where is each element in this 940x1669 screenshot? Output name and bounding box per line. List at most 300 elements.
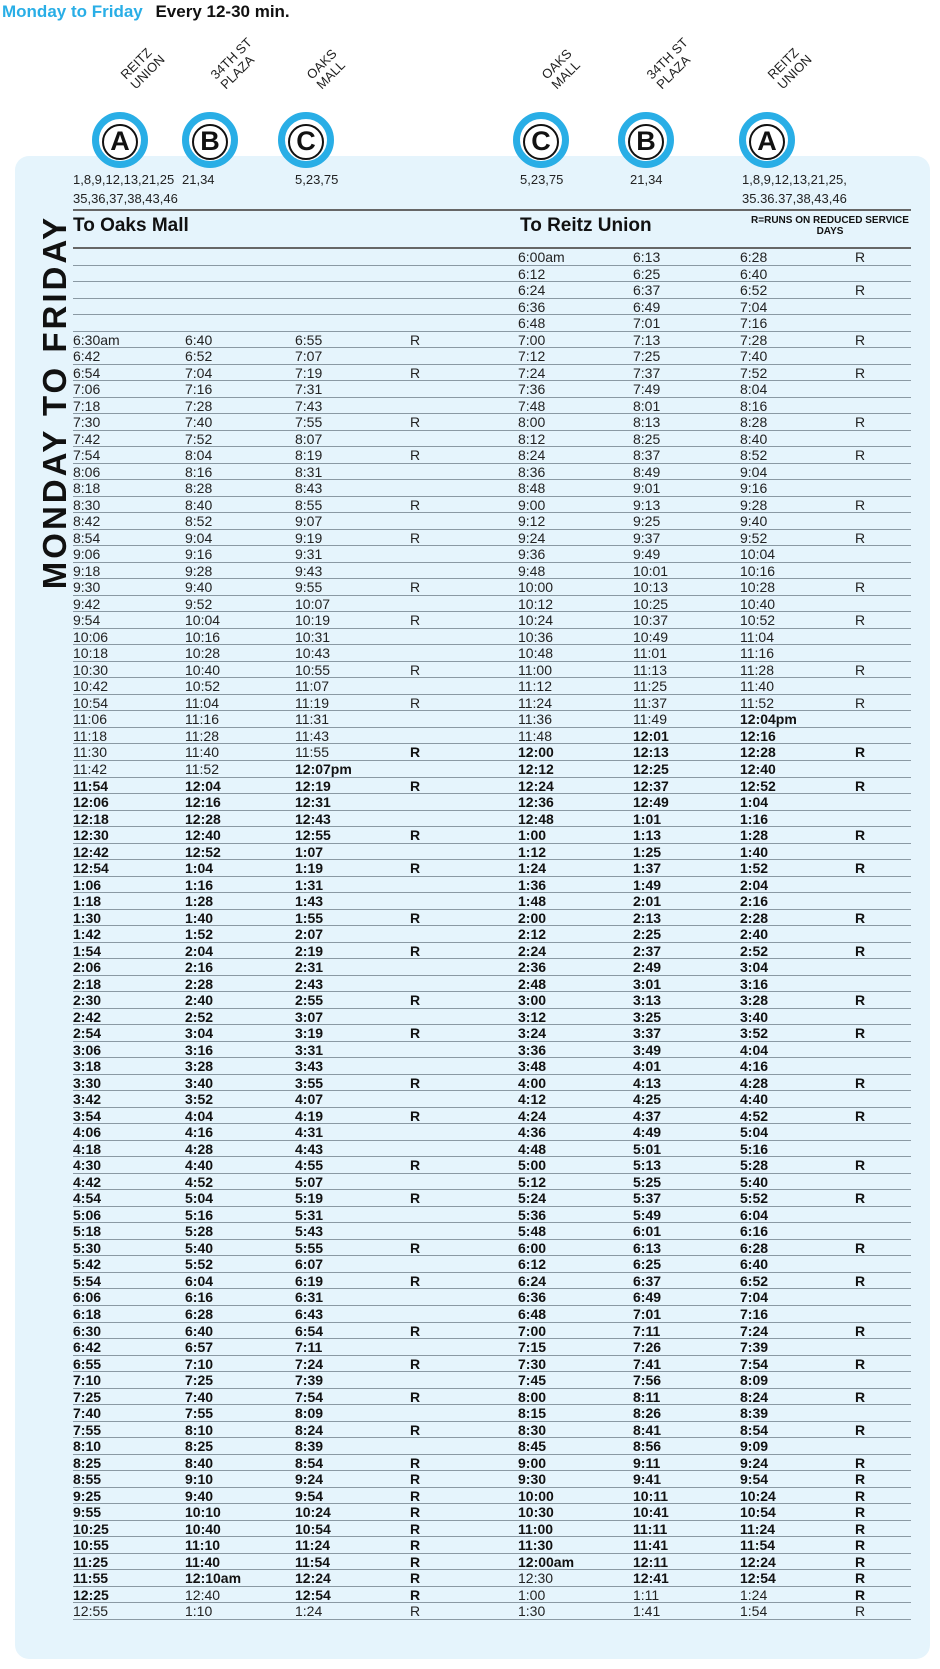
- time-cell: 10:19: [295, 612, 331, 629]
- time-cell: 6:40: [740, 265, 768, 282]
- reduced-service-flag: R: [855, 1487, 866, 1504]
- reduced-service-flag: R: [855, 1239, 866, 1256]
- table-row: [73, 976, 911, 993]
- table-row: [73, 827, 911, 844]
- days-label: Monday to Friday: [2, 2, 143, 21]
- time-cell: 3:01: [633, 975, 662, 992]
- time-cell: 2:54: [73, 1025, 102, 1042]
- reduced-service-flag: R: [855, 579, 866, 596]
- time-cell: 4:13: [633, 1074, 662, 1091]
- time-cell: 9:19: [295, 529, 323, 546]
- time-cell: 4:28: [185, 1140, 214, 1157]
- time-cell: 12:40: [740, 760, 776, 777]
- time-cell: 6:54: [295, 1322, 324, 1339]
- time-cell: 7:54: [73, 447, 101, 464]
- side-title: MONDAY TO FRIDAY: [36, 214, 73, 590]
- time-cell: 2:36: [518, 959, 547, 976]
- time-cell: 6:13: [633, 249, 661, 265]
- time-cell: 4:31: [295, 1124, 324, 1141]
- table-row: [73, 1025, 911, 1042]
- direction-inbound: To Reitz Union: [520, 215, 652, 236]
- time-cell: 6:49: [633, 298, 661, 315]
- reduced-service-flag: R: [855, 1322, 866, 1339]
- time-cell: 9:04: [185, 529, 213, 546]
- time-cell: 5:00: [518, 1157, 547, 1174]
- time-cell: 9:13: [633, 496, 661, 513]
- table-row: [73, 431, 911, 448]
- time-cell: 1:28: [740, 827, 769, 844]
- reduced-service-flag: R: [855, 447, 866, 464]
- table-row: [73, 893, 911, 910]
- table-row: [73, 1256, 911, 1273]
- reduced-service-flag: R: [855, 1421, 866, 1438]
- time-cell: 7:19: [295, 364, 323, 381]
- time-cell: 11:16: [740, 645, 774, 662]
- time-cell: 9:07: [295, 513, 323, 530]
- time-cell: 8:30: [73, 496, 101, 513]
- table-row: [73, 1488, 911, 1505]
- time-cell: 6:57: [185, 1339, 214, 1356]
- time-cell: 12:54: [73, 860, 109, 877]
- time-cell: 11:28: [740, 661, 774, 678]
- time-cell: 7:24: [740, 1322, 769, 1339]
- time-cell: 1:54: [740, 1603, 768, 1620]
- table-row: [73, 992, 911, 1009]
- time-cell: 5:55: [295, 1239, 324, 1256]
- table-row: [73, 579, 911, 596]
- time-cell: 6:12: [518, 1256, 547, 1273]
- time-cell: 4:30: [73, 1157, 102, 1174]
- time-cell: 2:07: [295, 926, 324, 943]
- time-cell: 7:30: [73, 414, 101, 431]
- time-cell: 7:49: [633, 381, 661, 398]
- table-row: [73, 728, 911, 745]
- reduced-service-flag: R: [855, 414, 866, 431]
- reduced-service-flag: R: [410, 1537, 421, 1554]
- time-cell: 7:52: [740, 364, 768, 381]
- time-cell: 10:52: [740, 612, 776, 629]
- reduced-service-flag: R: [410, 331, 421, 348]
- time-cell: 12:30: [518, 1570, 554, 1587]
- time-cell: 11:41: [633, 1537, 669, 1554]
- time-cell: 8:41: [633, 1421, 662, 1438]
- reduced-service-flag: R: [855, 1570, 866, 1587]
- time-cell: 8:18: [73, 480, 101, 497]
- time-cell: 8:31: [295, 463, 323, 480]
- time-cell: 7:13: [633, 331, 661, 348]
- time-cell: 8:24: [518, 447, 546, 464]
- time-cell: 9:28: [740, 496, 768, 513]
- time-cell: 12:40: [185, 1586, 221, 1603]
- time-cell: 7:24: [518, 364, 546, 381]
- reduced-service-flag: R: [855, 612, 866, 629]
- time-cell: 12:25: [73, 1586, 109, 1603]
- time-cell: 8:45: [518, 1438, 547, 1455]
- time-cell: 11:24: [295, 1537, 331, 1554]
- time-cell: 7:24: [295, 1355, 324, 1372]
- time-cell: 7:39: [295, 1372, 324, 1389]
- time-cell: 5:31: [295, 1206, 324, 1223]
- time-cell: 7:11: [633, 1322, 661, 1339]
- table-row: [73, 1141, 911, 1158]
- time-cell: 5:25: [633, 1173, 662, 1190]
- time-cell: 6:16: [740, 1223, 769, 1240]
- time-cell: 7:52: [185, 430, 213, 447]
- time-cell: 8:01: [633, 397, 661, 414]
- time-cell: 8:04: [740, 381, 768, 398]
- time-cell: 12:18: [73, 810, 109, 827]
- reduced-service-flag: R: [855, 1388, 866, 1405]
- table-row: [73, 480, 911, 497]
- reduced-service-flag: R: [410, 1421, 421, 1438]
- stop-routes: [630, 170, 663, 189]
- time-cell: 8:12: [518, 430, 546, 447]
- time-cell: 11:01: [633, 645, 667, 662]
- time-cell: 4:16: [740, 1058, 769, 1075]
- time-cell: 6:54: [73, 364, 101, 381]
- time-cell: 4:42: [73, 1173, 102, 1190]
- time-cell: 1:00: [518, 827, 547, 844]
- table-row: [73, 1587, 911, 1604]
- reduced-service-flag: R: [410, 1074, 421, 1091]
- time-cell: 8:39: [740, 1405, 769, 1422]
- time-cell: 1:24: [518, 860, 547, 877]
- time-cell: 6:55: [295, 331, 323, 348]
- reduced-service-flag: R: [855, 1454, 866, 1471]
- time-cell: 8:09: [740, 1372, 769, 1389]
- time-cell: 3:04: [740, 959, 769, 976]
- time-cell: 1:24: [740, 1586, 768, 1603]
- time-cell: 4:01: [633, 1058, 662, 1075]
- time-cell: 11:10: [185, 1537, 221, 1554]
- reduced-service-flag: R: [410, 860, 421, 877]
- reduced-service-flag: R: [855, 1272, 866, 1289]
- time-cell: 7:04: [185, 364, 213, 381]
- direction-outbound: To Oaks Mall: [73, 215, 189, 236]
- reduced-service-flag: R: [855, 1603, 866, 1620]
- time-cell: 8:16: [185, 463, 213, 480]
- reduced-service-flag: R: [855, 1025, 866, 1042]
- time-cell: 10:54: [295, 1520, 331, 1537]
- time-cell: 12:04: [185, 777, 221, 794]
- time-cell: 12:28: [740, 744, 776, 761]
- time-cell: 1:01: [633, 810, 662, 827]
- stop-marker-b: [182, 112, 238, 168]
- time-cell: 8:55: [73, 1471, 102, 1488]
- time-cell: 12:25: [633, 760, 669, 777]
- table-row: [73, 662, 911, 679]
- table-row: [73, 1455, 911, 1472]
- stop-letter: A: [102, 124, 138, 160]
- time-cell: 6:42: [73, 348, 101, 365]
- time-cell: 7:40: [740, 348, 768, 365]
- time-cell: 4:04: [185, 1107, 214, 1124]
- time-cell: 6:28: [185, 1306, 214, 1322]
- time-cell: 10:54: [73, 694, 109, 711]
- time-cell: 11:16: [185, 711, 219, 728]
- table-row: [73, 877, 911, 894]
- time-cell: 9:01: [633, 480, 661, 497]
- reduced-service-flag: R: [855, 529, 866, 546]
- time-cell: 7:01: [633, 315, 661, 332]
- time-cell: 12:16: [185, 794, 221, 811]
- time-cell: 11:28: [185, 727, 219, 744]
- time-cell: 12:52: [740, 777, 776, 794]
- time-cell: 1:07: [295, 843, 324, 860]
- reduced-service-flag: R: [855, 1471, 866, 1488]
- time-cell: 5:49: [633, 1206, 662, 1223]
- reduced-service-flag: R: [855, 1537, 866, 1554]
- reduced-service-flag: R: [855, 1190, 866, 1207]
- reduced-service-flag: R: [410, 612, 421, 629]
- time-cell: 2:18: [73, 975, 102, 992]
- time-cell: 6:13: [633, 1239, 662, 1256]
- time-cell: 6:37: [633, 282, 661, 299]
- stop-name: OAKS MALL: [303, 45, 349, 92]
- time-cell: 6:42: [73, 1339, 102, 1356]
- time-cell: 6:36: [518, 1289, 547, 1306]
- timetable: [73, 249, 911, 1620]
- time-cell: 3:37: [633, 1025, 662, 1042]
- time-cell: 11:12: [518, 678, 552, 695]
- time-cell: 5:54: [73, 1272, 102, 1289]
- time-cell: 4:24: [518, 1107, 547, 1124]
- table-row: [73, 1157, 911, 1174]
- reduced-service-flag: R: [410, 1454, 421, 1471]
- table-row: [73, 1240, 911, 1257]
- table-row: [73, 414, 911, 431]
- time-cell: 6:25: [633, 265, 661, 282]
- time-cell: 2:42: [73, 1008, 102, 1025]
- table-row: [73, 299, 911, 316]
- time-cell: 3:28: [185, 1058, 214, 1075]
- time-cell: 8:06: [73, 463, 101, 480]
- schedule-header: [2, 2, 290, 22]
- table-row: [73, 1207, 911, 1224]
- time-cell: 10:00: [518, 579, 554, 596]
- time-cell: 10:12: [518, 595, 554, 612]
- table-row: [73, 1504, 911, 1521]
- time-cell: 10:00: [518, 1487, 554, 1504]
- table-row: [73, 1009, 911, 1026]
- time-cell: 11:40: [185, 744, 219, 761]
- time-cell: 1:24: [295, 1603, 323, 1620]
- time-cell: 6:40: [185, 331, 213, 348]
- time-cell: 6:52: [740, 1272, 769, 1289]
- time-cell: 8:56: [633, 1438, 662, 1455]
- table-row: [73, 1124, 911, 1141]
- time-cell: 4:12: [518, 1091, 547, 1108]
- reduced-service-flag: R: [410, 827, 421, 844]
- time-cell: 6:43: [295, 1306, 324, 1322]
- time-cell: 9:40: [185, 579, 213, 596]
- time-cell: 10:13: [633, 579, 669, 596]
- reduced-service-flag: R: [855, 364, 866, 381]
- time-cell: 5:18: [73, 1223, 102, 1240]
- time-cell: 12:06: [73, 794, 109, 811]
- table-row: [73, 959, 911, 976]
- reduced-service-flag: R: [410, 909, 421, 926]
- time-cell: 2:40: [185, 992, 214, 1009]
- time-cell: 7:28: [740, 331, 768, 348]
- time-cell: 1:30: [518, 1603, 546, 1620]
- table-row: [73, 596, 911, 613]
- time-cell: 11:06: [73, 711, 107, 728]
- time-cell: 10:30: [73, 661, 109, 678]
- time-cell: 1:52: [185, 926, 214, 943]
- time-cell: 9:25: [633, 513, 661, 530]
- table-row: [73, 811, 911, 828]
- table-row: [73, 1554, 911, 1571]
- time-cell: 9:11: [633, 1454, 661, 1471]
- time-cell: 8:10: [73, 1438, 102, 1455]
- stop-marker-a: [92, 112, 148, 168]
- time-cell: 10:11: [633, 1487, 669, 1504]
- time-cell: 4:04: [740, 1041, 769, 1058]
- time-cell: 9:37: [633, 529, 661, 546]
- time-cell: 12:04pm: [740, 711, 797, 728]
- time-cell: 5:40: [740, 1173, 769, 1190]
- time-cell: 8:30: [518, 1421, 547, 1438]
- time-cell: 10:37: [633, 612, 669, 629]
- time-cell: 11:36: [518, 711, 552, 728]
- time-cell: 10:18: [73, 645, 109, 662]
- time-cell: 7:55: [73, 1421, 102, 1438]
- time-cell: 4:54: [73, 1190, 102, 1207]
- time-cell: 2:48: [518, 975, 547, 992]
- time-cell: 10:31: [295, 628, 331, 645]
- stop-name: REITZ UNION: [117, 44, 168, 92]
- time-cell: 9:00: [518, 496, 546, 513]
- time-cell: 6:52: [185, 348, 213, 365]
- time-cell: 11:00: [518, 1520, 554, 1537]
- time-cell: 10:54: [740, 1504, 776, 1521]
- stop-routes: [742, 170, 847, 208]
- time-cell: 11:04: [185, 694, 219, 711]
- reduced-service-flag: R: [410, 1504, 421, 1521]
- time-cell: 9:40: [740, 513, 768, 530]
- time-cell: 6:40: [740, 1256, 769, 1273]
- stop-name: OAKS MALL: [538, 45, 584, 92]
- table-row: [73, 1570, 911, 1587]
- time-cell: 1:10: [185, 1603, 213, 1620]
- table-row: [73, 464, 911, 481]
- stop-name: REITZ UNION: [764, 44, 815, 92]
- time-cell: 5:48: [518, 1223, 547, 1240]
- time-cell: 5:28: [740, 1157, 769, 1174]
- reduced-service-flag: R: [410, 1388, 421, 1405]
- time-cell: 10:49: [633, 628, 669, 645]
- reduced-service-flag: R: [410, 447, 421, 464]
- time-cell: 8:40: [740, 430, 768, 447]
- time-cell: 10:28: [740, 579, 776, 596]
- time-cell: 3:06: [73, 1041, 102, 1058]
- time-cell: 7:04: [740, 1289, 769, 1306]
- time-cell: 10:06: [73, 628, 109, 645]
- time-cell: 6:19: [295, 1272, 324, 1289]
- time-cell: 12:54: [295, 1586, 331, 1603]
- time-cell: 5:52: [740, 1190, 769, 1207]
- time-cell: 5:42: [73, 1256, 102, 1273]
- table-row: [73, 910, 911, 927]
- time-cell: 1:00: [518, 1586, 546, 1603]
- time-cell: 11:49: [633, 711, 667, 728]
- time-cell: 7:40: [185, 1388, 214, 1405]
- route-list: 35.36.37,38,43,46: [742, 191, 847, 206]
- time-cell: 3:13: [633, 992, 662, 1009]
- table-row: [73, 1108, 911, 1125]
- time-cell: 2:37: [633, 942, 662, 959]
- stop-routes: [295, 170, 338, 189]
- time-cell: 7:40: [73, 1405, 102, 1422]
- time-cell: 6:30: [73, 1322, 102, 1339]
- time-cell: 3:16: [740, 975, 769, 992]
- time-cell: 5:40: [185, 1239, 214, 1256]
- time-cell: 5:16: [185, 1206, 214, 1223]
- time-cell: 8:28: [185, 480, 213, 497]
- time-cell: 6:06: [73, 1289, 102, 1306]
- time-cell: 5:36: [518, 1206, 547, 1223]
- time-cell: 3:40: [740, 1008, 769, 1025]
- time-cell: 10:24: [518, 612, 554, 629]
- time-cell: 4:19: [295, 1107, 324, 1124]
- time-cell: 6:25: [633, 1256, 662, 1273]
- time-cell: 12:54: [740, 1570, 776, 1587]
- time-cell: 4:48: [518, 1140, 547, 1157]
- time-cell: 6:28: [740, 1239, 769, 1256]
- time-cell: 8:00: [518, 1388, 547, 1405]
- time-cell: 7:25: [73, 1388, 102, 1405]
- time-cell: 7:25: [185, 1372, 214, 1389]
- table-row: [73, 447, 911, 464]
- time-cell: 6:40: [185, 1322, 214, 1339]
- time-cell: 7:40: [185, 414, 213, 431]
- time-cell: 2:55: [295, 992, 324, 1009]
- table-row: [73, 332, 911, 349]
- reduced-service-flag: R: [410, 529, 421, 546]
- time-cell: 10:01: [633, 562, 669, 579]
- time-cell: 8:49: [633, 463, 661, 480]
- time-cell: 7:43: [295, 397, 323, 414]
- time-cell: 8:54: [295, 1454, 324, 1471]
- time-cell: 6:16: [185, 1289, 214, 1306]
- time-cell: 8:37: [633, 447, 661, 464]
- time-cell: 10:04: [185, 612, 221, 629]
- time-cell: 9:00: [518, 1454, 547, 1471]
- time-cell: 3:40: [185, 1074, 214, 1091]
- time-cell: 7:39: [740, 1339, 769, 1356]
- table-row: [73, 744, 911, 761]
- time-cell: 1:12: [518, 843, 547, 860]
- stop-marker-a: [739, 112, 795, 168]
- time-cell: 2:01: [633, 893, 662, 910]
- stop-letter: B: [628, 124, 664, 160]
- time-cell: 9:18: [73, 562, 101, 579]
- time-cell: 12:28: [185, 810, 221, 827]
- table-row: [73, 1190, 911, 1207]
- time-cell: 7:11: [295, 1339, 323, 1356]
- table-row: [73, 1091, 911, 1108]
- time-cell: 12:41: [633, 1570, 669, 1587]
- reduced-service-flag: R: [410, 1471, 421, 1488]
- time-cell: 8:13: [633, 414, 661, 431]
- time-cell: 10:41: [633, 1504, 669, 1521]
- time-cell: 8:52: [185, 513, 213, 530]
- reduced-service-flag: R: [410, 1322, 421, 1339]
- time-cell: 11:25: [73, 1553, 109, 1570]
- time-cell: 3:48: [518, 1058, 547, 1075]
- time-cell: 6:12: [518, 265, 546, 282]
